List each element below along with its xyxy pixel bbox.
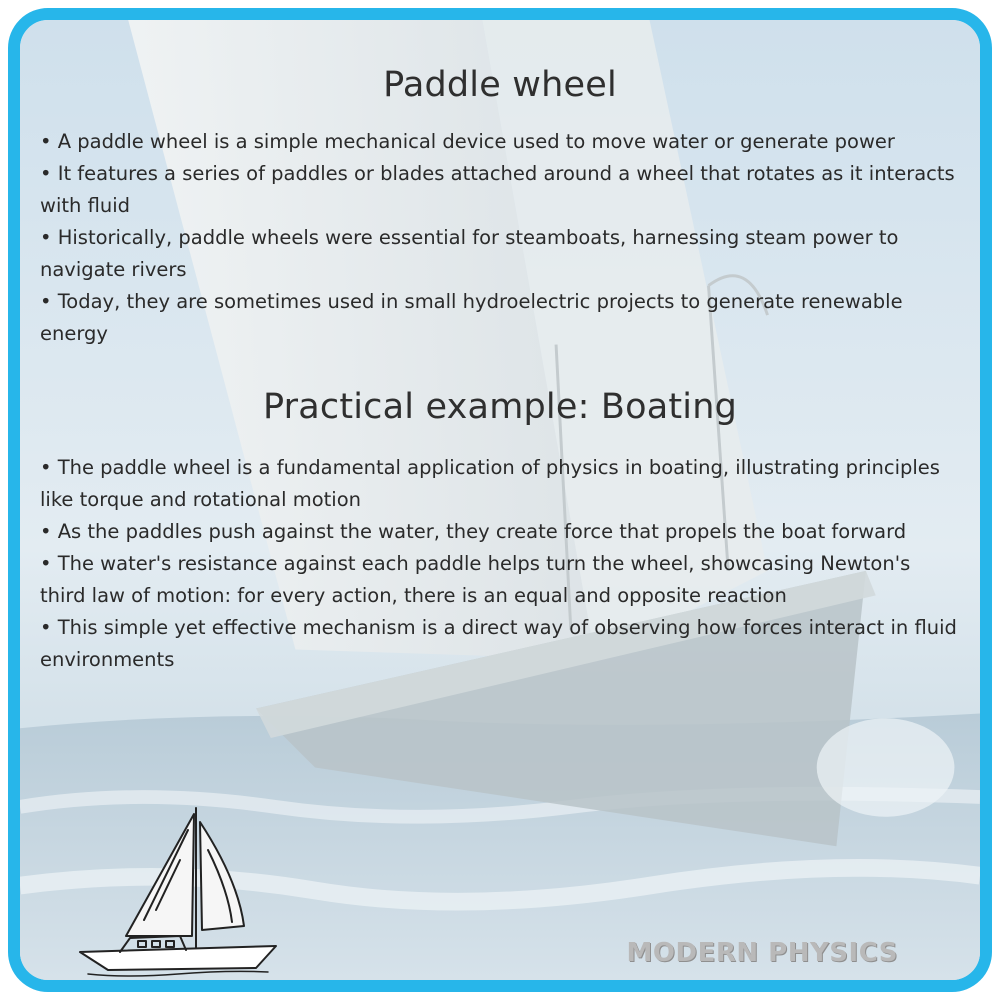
bullet-item: • The water's resistance against each paddle helps turn the wheel, showcasing Newton's third law of motion: for every action, there is an equal and opposite reaction <box>40 552 911 607</box>
section-title-paddle-wheel: Paddle wheel <box>383 65 617 105</box>
sailboat-sketch-icon <box>68 800 288 980</box>
section-title-practical-example: Practical example: Boating <box>262 387 738 427</box>
paddle-wheel-bullets <box>40 126 960 350</box>
bullet-item: • As the paddles push against the water, they create force that propels the boat forward <box>40 520 907 543</box>
modern-physics-watermark: MODERN PHYSICS <box>626 938 898 968</box>
bullet-item: • A paddle wheel is a simple mechanical device used to move water or generate power <box>40 130 895 153</box>
bullet-item: • It features a series of paddles or blades attached around a wheel that rotates as it interacts with fluid <box>40 162 955 217</box>
bullet-item: • Today, they are sometimes used in small hydroelectric projects to generate renewable energy <box>40 290 903 345</box>
bullet-item: • Historically, paddle wheels were essential for steamboats, harnessing steam power to navigate rivers <box>40 226 899 281</box>
bullet-item: • This simple yet effective mechanism is a direct way of observing how forces interact in fluid environments <box>40 616 957 671</box>
bullet-item: • The paddle wheel is a fundamental application of physics in boating, illustrating principles like torque and rotational motion <box>40 456 940 511</box>
boating-bullets <box>40 452 960 676</box>
content-area <box>40 60 960 676</box>
info-card <box>8 8 992 992</box>
